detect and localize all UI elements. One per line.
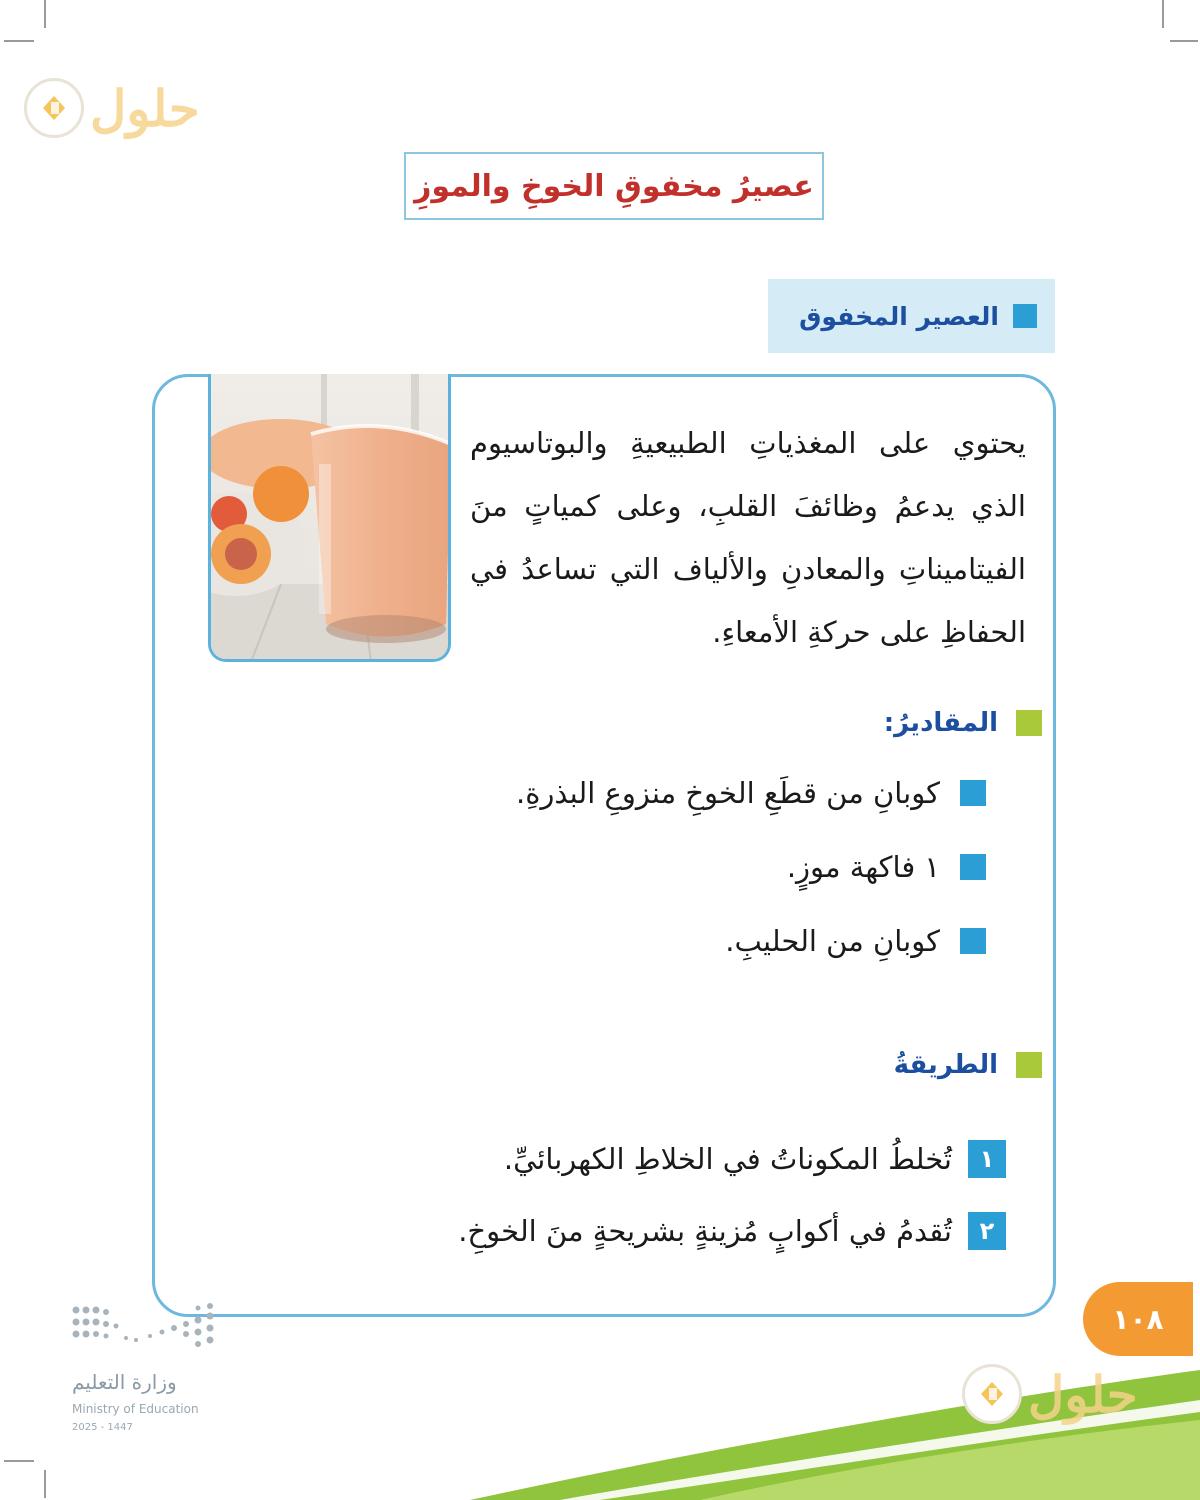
- crop-mark: [1170, 40, 1198, 42]
- ministry-english: Ministry of Education: [72, 1402, 199, 1416]
- watermark-logo: [24, 78, 200, 138]
- step-number-badge: ١: [968, 1140, 1006, 1178]
- page-number-badge: [1083, 1282, 1193, 1356]
- ministry-arabic: وزارة التعليم: [72, 1370, 177, 1394]
- square-bullet-icon: [1016, 1052, 1042, 1078]
- step-text: تُخلطُ المكوناتُ في الخلاطِ الكهربائيِّ.: [503, 1142, 952, 1176]
- step-number-badge: ٢: [968, 1212, 1006, 1250]
- watermark-text: حلول: [1028, 1364, 1138, 1424]
- step-text: تُقدمُ في أكوابٍ مُزينةٍ بشريحةٍ منَ الخوخِ.: [458, 1214, 952, 1248]
- method-step: [504, 1140, 1006, 1178]
- ingredients-heading-text: المقاديرُ:: [883, 708, 998, 738]
- list-item: [516, 776, 986, 810]
- page-title: عصيرُ مخفوقِ الخوخِ والموزِ: [414, 168, 814, 204]
- square-bullet-icon: [1016, 710, 1042, 736]
- crop-mark: [4, 40, 34, 42]
- smoothie-photo: [208, 374, 451, 662]
- watermark-text: حلول: [90, 78, 200, 138]
- ministry-year: 2025 - 1447: [72, 1422, 133, 1433]
- ingredient-text: كوبانِ من الحليبِ.: [725, 924, 940, 958]
- watermark-logo: [962, 1364, 1138, 1424]
- page-title-box: [404, 152, 824, 220]
- ingredient-text: كوبانِ من قطَعِ الخوخِ منزوعِ البذرةِ.: [516, 776, 940, 810]
- intro-paragraph: يحتوي على المغذياتِ الطبيعيةِ والبوتاسيوم الذي يدعمُ وظائفَ القلبِ، وعلى كمياتٍ منَ الفيتاميناتِ والمعادنِ والألياف التي تساعدُ في الحفاظِ على حركةِ الأمعاءِ.: [470, 426, 1026, 649]
- crop-mark: [1162, 0, 1164, 28]
- square-bullet-icon: [1013, 304, 1037, 328]
- square-bullet-icon: [960, 928, 986, 954]
- list-item: [787, 850, 986, 884]
- ingredients-heading: [884, 708, 1042, 738]
- watermark-book-icon: [962, 1364, 1022, 1424]
- crop-mark: [44, 0, 46, 28]
- page-number: ١٠٨: [1112, 1302, 1164, 1336]
- method-heading-text: الطريقةُ: [893, 1050, 998, 1080]
- ingredient-text: ١ فاكهة موزٍ.: [786, 850, 940, 884]
- ministry-logo: [70, 1300, 230, 1440]
- section-label: العصير المخفوق: [799, 301, 999, 331]
- square-bullet-icon: [960, 780, 986, 806]
- ministry-dots-icon: [70, 1300, 220, 1360]
- section-tab: [768, 279, 1055, 353]
- method-heading: [894, 1050, 1042, 1080]
- method-step: [458, 1212, 1006, 1250]
- list-item: [725, 924, 986, 958]
- square-bullet-icon: [960, 854, 986, 880]
- watermark-book-icon: [24, 78, 84, 138]
